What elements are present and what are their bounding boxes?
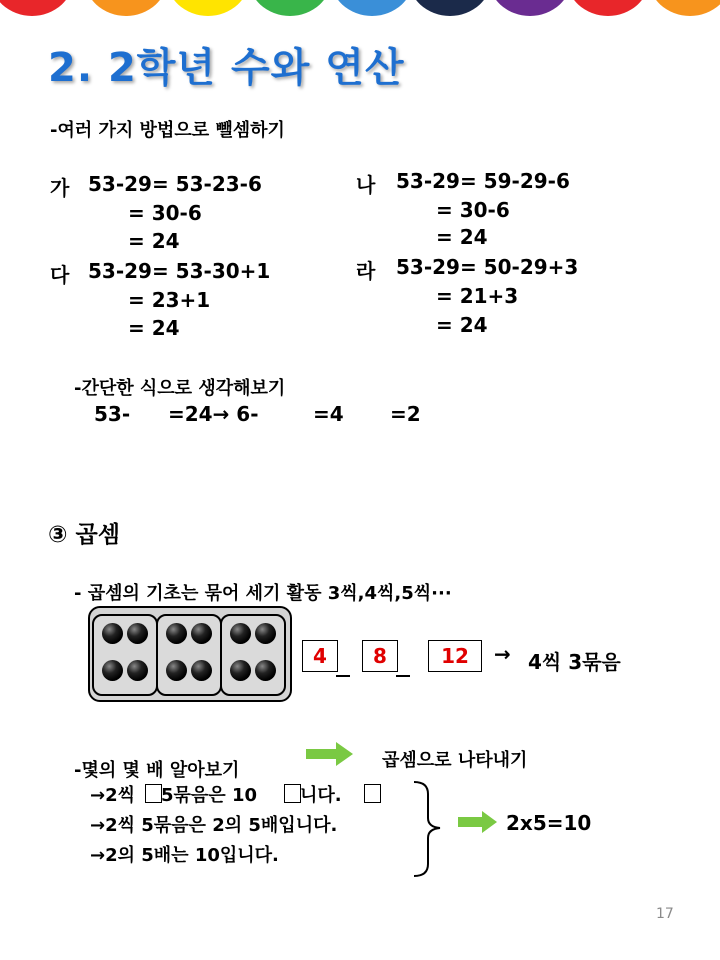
counter-dot [255,660,276,681]
tray-group [92,614,158,696]
method-na-label: 나 [356,173,376,197]
method-ga-label: 가 [50,176,70,200]
result-text: 4씩 3묶음 [528,650,621,674]
counter-dot [255,623,276,644]
green-arrow-icon [458,810,498,834]
simple-eq-part1: 53- [94,402,131,426]
method-ra-line3: = 24 [436,313,488,337]
method-ga-line3: = 24 [128,229,180,253]
decor-circle [648,0,720,16]
method-ga-line2: = 30-6 [128,201,202,225]
times-line3: →2의 5배는 10입니다. [90,845,279,866]
result-arrow: → [494,642,511,666]
mult-basics-text: - 곱셈의 기초는 묶어 세기 활동 3씩,4씩,5씩··· [74,583,452,604]
simple-eq-part3: =4 [313,402,344,426]
counter-dot [127,623,148,644]
blank-box [364,784,381,803]
page-title: 2. 2학년 수와 연산 [48,45,405,91]
counter-dot [166,623,187,644]
counter-dot [127,660,148,681]
method-da-line1: 53-29= 53-30+1 [88,259,271,283]
right-brace-icon [412,780,446,878]
simple-eq-part4: =2 [390,402,421,426]
decor-circle [84,0,168,16]
times-line1-a: →2씩 [90,785,135,806]
tray-group [156,614,222,696]
counter-dot [102,660,123,681]
counter-dot [230,623,251,644]
page-number: 17 [656,906,674,922]
method-ra-line2: = 21+3 [436,284,519,308]
counter-dot [191,660,212,681]
counter-dot [230,660,251,681]
method-na-line2: = 30-6 [436,198,510,222]
counting-tray [88,606,292,702]
times-line1-c: 니다. [300,785,342,806]
decor-circle [166,0,250,16]
express-text: 곱셈으로 나타내기 [382,750,528,771]
decor-circle [248,0,332,16]
times-line2: →2씩 5묶음은 2의 5배입니다. [90,815,338,836]
green-arrow-icon [306,741,354,767]
blank-box [284,784,301,803]
equation-text: 2x5=10 [506,811,592,835]
decor-circle [408,0,492,16]
method-da-line2: = 23+1 [128,288,211,312]
count-underline [336,675,350,677]
count-box-2: 8 [362,640,398,672]
mult-heading: ③ 곱셈 [48,522,120,548]
decor-circle [330,0,414,16]
simple-heading: -간단한 식으로 생각해보기 [74,378,286,399]
count-underline [396,675,410,677]
times-heading: -몇의 몇 배 알아보기 [74,760,240,781]
counter-dot [166,660,187,681]
simple-eq-part2: =24→ 6- [168,402,259,426]
count-box-1: 4 [302,640,338,672]
method-na-line1: 53-29= 59-29-6 [396,169,570,193]
tray-group [220,614,286,696]
method-da-label: 다 [50,263,70,287]
times-line1-b: 5묶음은 10 [161,785,258,806]
blank-box [145,784,162,803]
decor-circle [488,0,572,16]
method-ra-label: 라 [356,259,376,283]
decor-circle [566,0,650,16]
counter-dot [102,623,123,644]
method-da-line3: = 24 [128,316,180,340]
method-na-line3: = 24 [436,225,488,249]
method-ga-line1: 53-29= 53-23-6 [88,172,262,196]
method-ra-line1: 53-29= 50-29+3 [396,255,579,279]
counter-dot [191,623,212,644]
addsub-subtitle: -여러 가지 방법으로 뺄셈하기 [50,120,285,141]
decor-circle [0,0,74,16]
count-box-3: 12 [428,640,482,672]
